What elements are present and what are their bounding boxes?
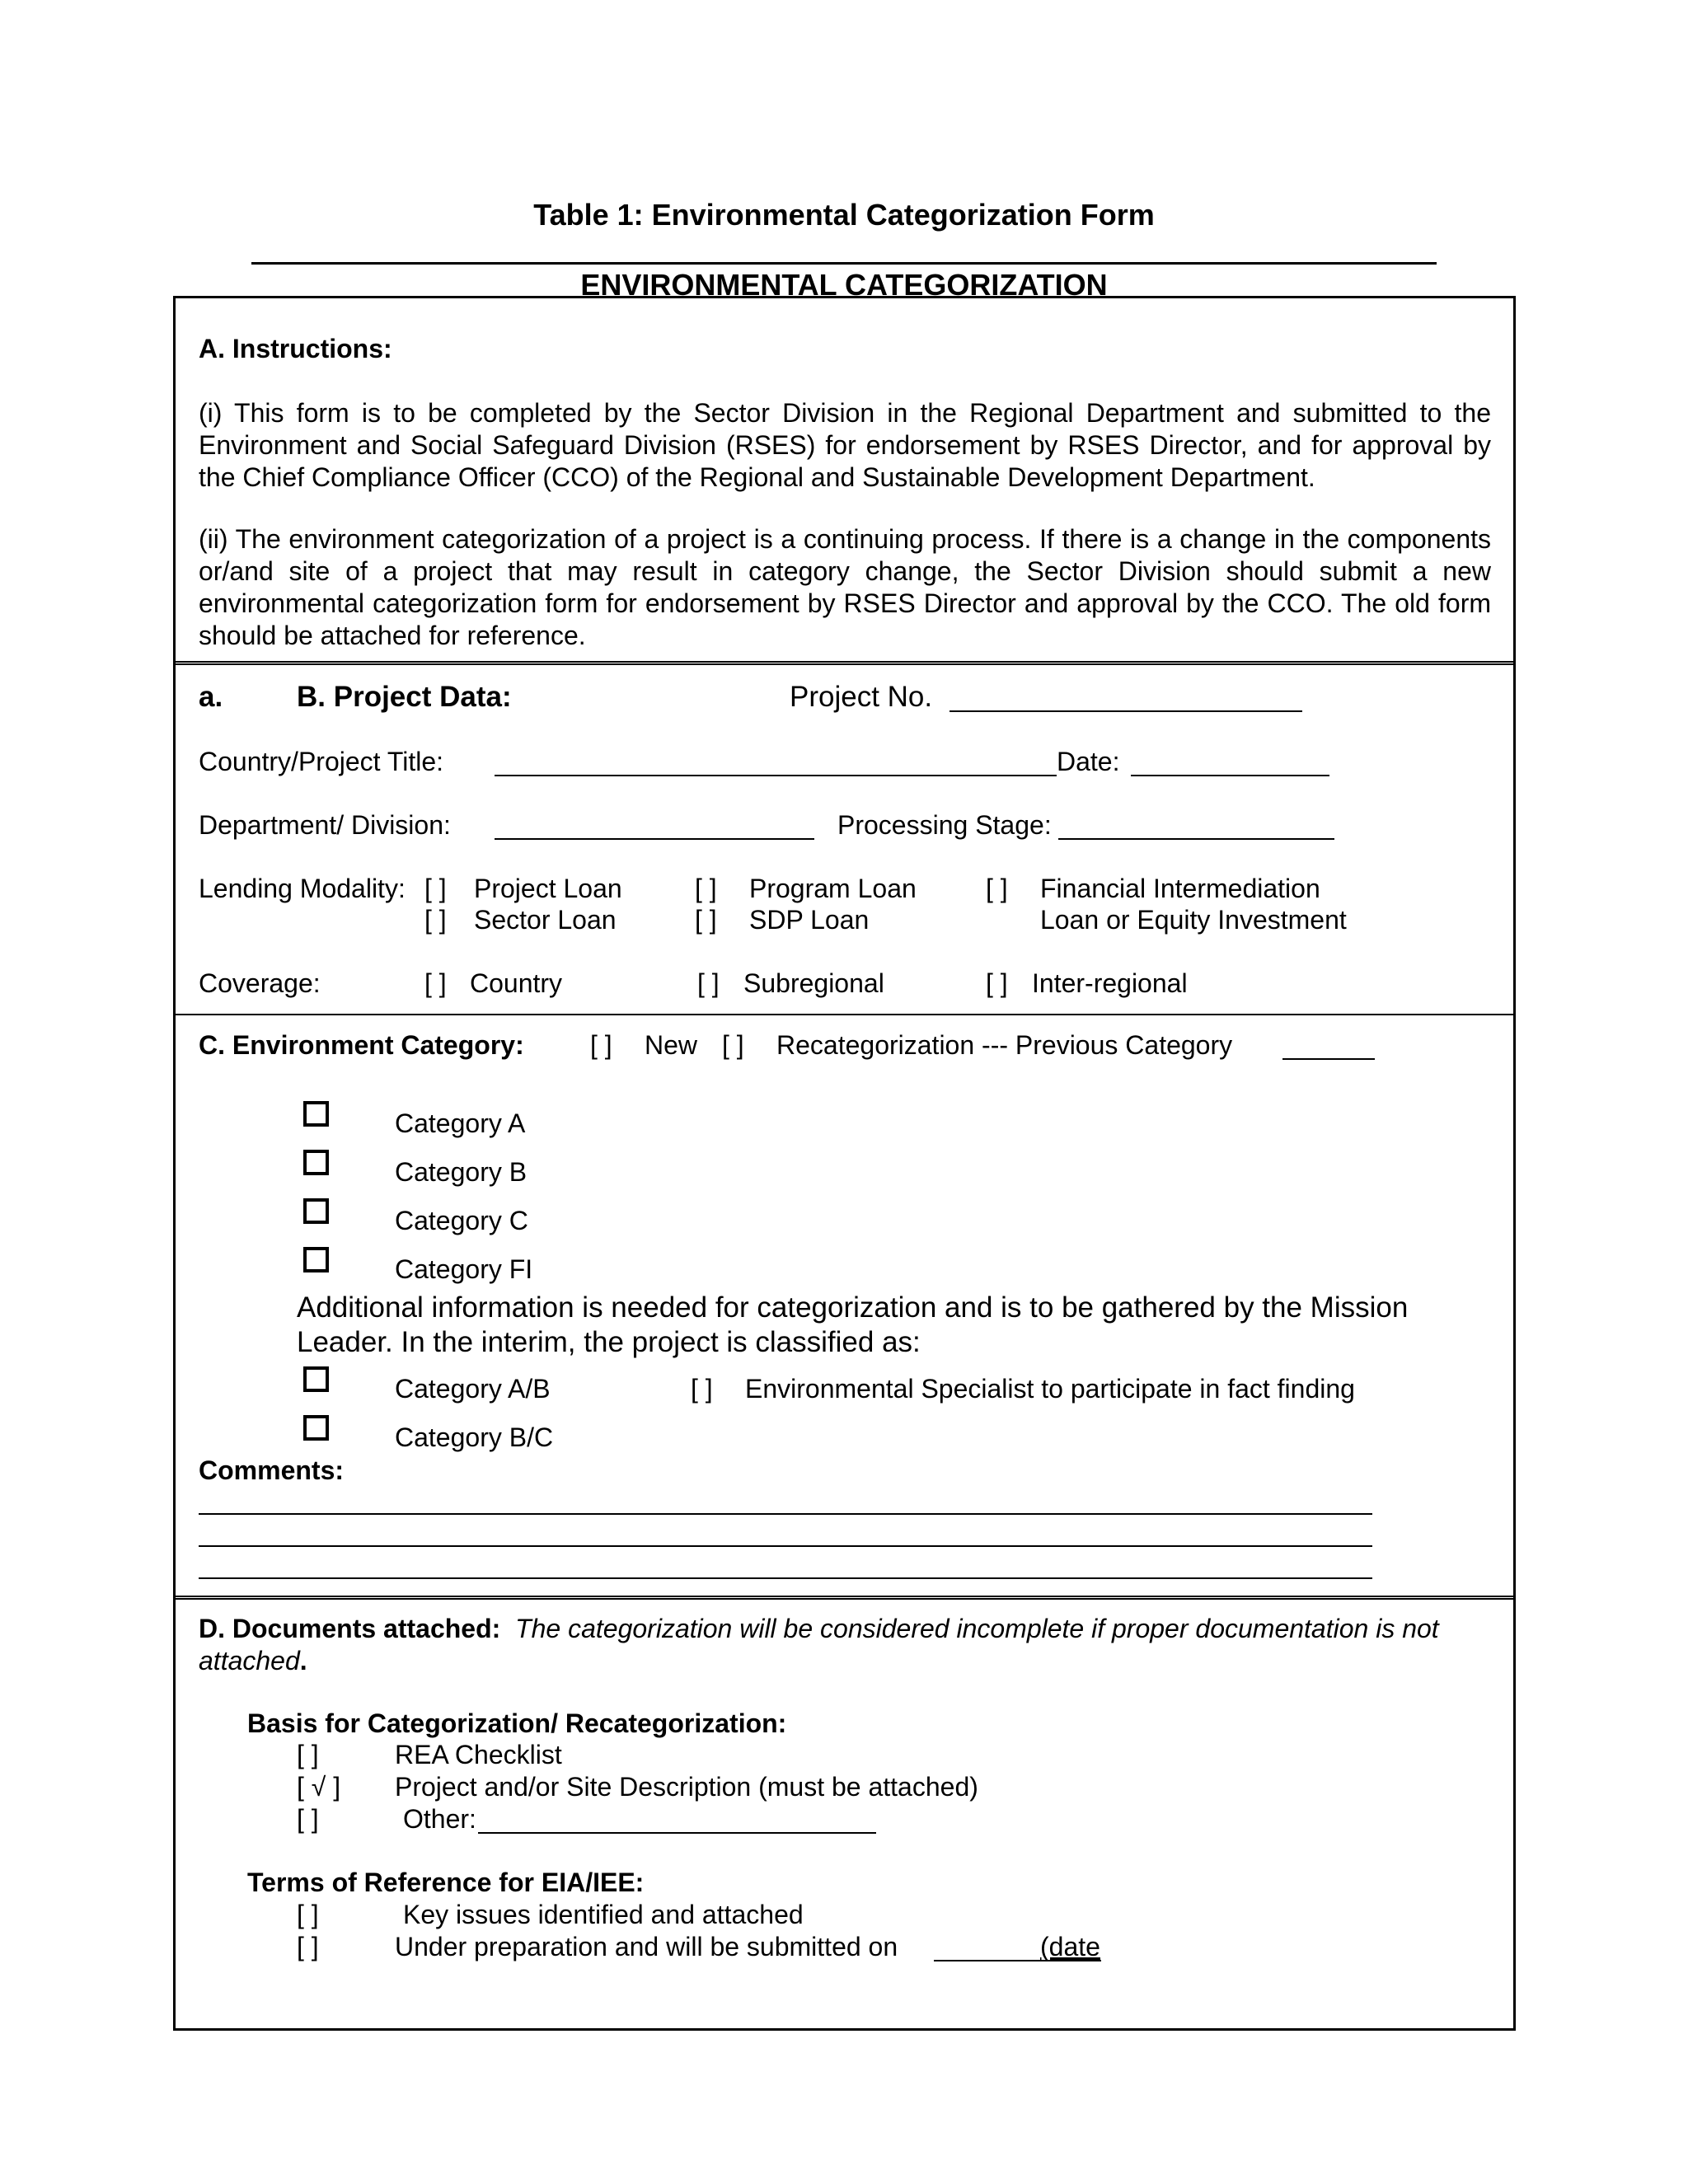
documentation-note: The categorization will be considered incomplete if proper documentation is not attached xyxy=(199,1614,1439,1675)
rea-checklist-label: REA Checklist xyxy=(395,1740,562,1769)
section-b-heading: B. Project Data: xyxy=(297,681,512,713)
category-bc-checkbox[interactable] xyxy=(303,1415,329,1441)
category-fi-label: Category FI xyxy=(395,1254,533,1284)
date-field[interactable] xyxy=(1131,775,1329,776)
coverage-label: Coverage: xyxy=(199,968,321,998)
instruction-paragraph-1: (i) This form is to be completed by the Sector Division in the Regional Department and submitted to the Environment and Social Safeguard Division (RSES) for endorsement by RSES Director, and for approval by the Chief Compliance Officer (CCO) of the Regional and Sustainable Development Department. xyxy=(199,398,1491,492)
other-checkbox[interactable]: [ ] xyxy=(297,1804,319,1834)
new-checkbox[interactable]: [ ] xyxy=(590,1030,612,1060)
department-division-label: Department/ Division: xyxy=(199,810,451,840)
divider-a-b xyxy=(176,661,1513,665)
other-label: Other: xyxy=(403,1804,476,1834)
under-preparation-checkbox[interactable]: [ ] xyxy=(297,1932,319,1961)
sector-loan-checkbox[interactable]: [ ] xyxy=(424,905,447,935)
additional-info-text: Additional information is needed for categorization and is to be gathered by the Mission Leader. In the interim, the project is classified as: xyxy=(297,1291,1409,1358)
category-b-checkbox[interactable] xyxy=(303,1150,329,1175)
other-field[interactable] xyxy=(478,1832,876,1834)
program-loan-label: Program Loan xyxy=(749,874,917,903)
site-description-checkbox[interactable]: [ √ ] xyxy=(297,1772,341,1802)
basis-heading: Basis for Categorization/ Recategorization: xyxy=(247,1708,787,1738)
tor-heading: Terms of Reference for EIA/IEE: xyxy=(247,1868,645,1897)
project-no-field[interactable] xyxy=(950,710,1302,712)
specialist-checkbox[interactable]: [ ] xyxy=(691,1374,713,1404)
key-issues-checkbox[interactable]: [ ] xyxy=(297,1900,319,1929)
documentation-note-period: . xyxy=(299,1646,307,1675)
category-ab-label: Category A/B xyxy=(395,1374,551,1404)
category-b-label: Category B xyxy=(395,1157,528,1187)
coverage-subregional-label: Subregional xyxy=(743,968,884,998)
comments-label: Comments: xyxy=(199,1455,345,1485)
sdp-loan-checkbox[interactable]: [ ] xyxy=(695,905,717,935)
project-loan-label: Project Loan xyxy=(474,874,622,903)
site-description-label: Project and/or Site Description (must be attached) xyxy=(395,1772,978,1802)
instruction-paragraph-2: (ii) The environment categorization of a project is a continuing process. If there is a change in the components or/and site of a project that may result in category change, the Sector Division should submit a new environmental categorization form for endorsement by RSES Director and approval by the CCO. The old form should be attached for reference. xyxy=(199,524,1491,650)
section-c-heading: C. Environment Category: xyxy=(199,1030,524,1060)
coverage-inter-regional-label: Inter-regional xyxy=(1032,968,1188,998)
country-project-title-label: Country/Project Title: xyxy=(199,747,443,776)
key-issues-label: Key issues identified and attached xyxy=(403,1900,804,1929)
category-c-label: Category C xyxy=(395,1206,528,1235)
coverage-country-checkbox[interactable]: [ ] xyxy=(424,968,447,998)
equity-investment-label: Loan or Equity Investment xyxy=(1040,905,1347,935)
coverage-inter-regional-checkbox[interactable]: [ ] xyxy=(986,968,1008,998)
category-fi-checkbox[interactable] xyxy=(303,1247,329,1272)
recategorization-checkbox[interactable]: [ ] xyxy=(722,1030,744,1060)
form-title: ENVIRONMENTAL CATEGORIZATION xyxy=(580,268,1108,302)
program-loan-checkbox[interactable]: [ ] xyxy=(695,874,717,903)
section-d-heading: D. Documents attached: xyxy=(199,1614,501,1643)
section-a-heading: A. Instructions: xyxy=(199,334,392,363)
title-rule xyxy=(251,262,1437,265)
processing-stage-field[interactable] xyxy=(1058,838,1334,840)
category-ab-checkbox[interactable] xyxy=(303,1366,329,1392)
previous-category-field[interactable] xyxy=(1282,1058,1375,1060)
project-loan-checkbox[interactable]: [ ] xyxy=(424,874,447,903)
financial-intermediation-label: Financial Intermediation xyxy=(1040,874,1320,903)
table-title: Table 1: Environmental Categorization Form xyxy=(533,198,1155,232)
comments-line-2[interactable] xyxy=(199,1545,1372,1547)
category-c-checkbox[interactable] xyxy=(303,1198,329,1224)
sector-loan-label: Sector Loan xyxy=(474,905,617,935)
new-label: New xyxy=(645,1030,698,1060)
department-division-field[interactable] xyxy=(495,838,814,840)
sdp-loan-label: SDP Loan xyxy=(749,905,870,935)
rea-checklist-checkbox[interactable]: [ ] xyxy=(297,1740,319,1769)
processing-stage-label: Processing Stage: xyxy=(837,810,1052,840)
recategorization-label: Recategorization --- Previous Category xyxy=(776,1030,1233,1060)
documents-attached-paragraph xyxy=(199,1613,1491,1677)
divider-c-d xyxy=(176,1596,1513,1600)
divider-b-c xyxy=(176,1014,1513,1015)
category-a-label: Category A xyxy=(395,1108,526,1138)
comments-line-1[interactable] xyxy=(199,1513,1372,1515)
coverage-subregional-checkbox[interactable]: [ ] xyxy=(697,968,720,998)
specialist-label: Environmental Specialist to participate in fact finding xyxy=(745,1374,1355,1404)
coverage-country-label: Country xyxy=(470,968,563,998)
date-label: Date: xyxy=(1057,747,1120,776)
category-bc-label: Category B/C xyxy=(395,1422,554,1452)
project-no-label: Project No. xyxy=(790,681,933,713)
date-hint: (date xyxy=(1040,1932,1100,1961)
financial-intermediation-checkbox[interactable]: [ ] xyxy=(986,874,1008,903)
lending-modality-label: Lending Modality: xyxy=(199,874,406,903)
under-preparation-label: Under preparation and will be submitted on xyxy=(395,1932,898,1961)
category-a-checkbox[interactable] xyxy=(303,1101,329,1127)
country-project-title-field[interactable] xyxy=(495,775,1057,776)
section-b-marker: a. xyxy=(199,681,223,713)
comments-line-3[interactable] xyxy=(199,1577,1372,1579)
